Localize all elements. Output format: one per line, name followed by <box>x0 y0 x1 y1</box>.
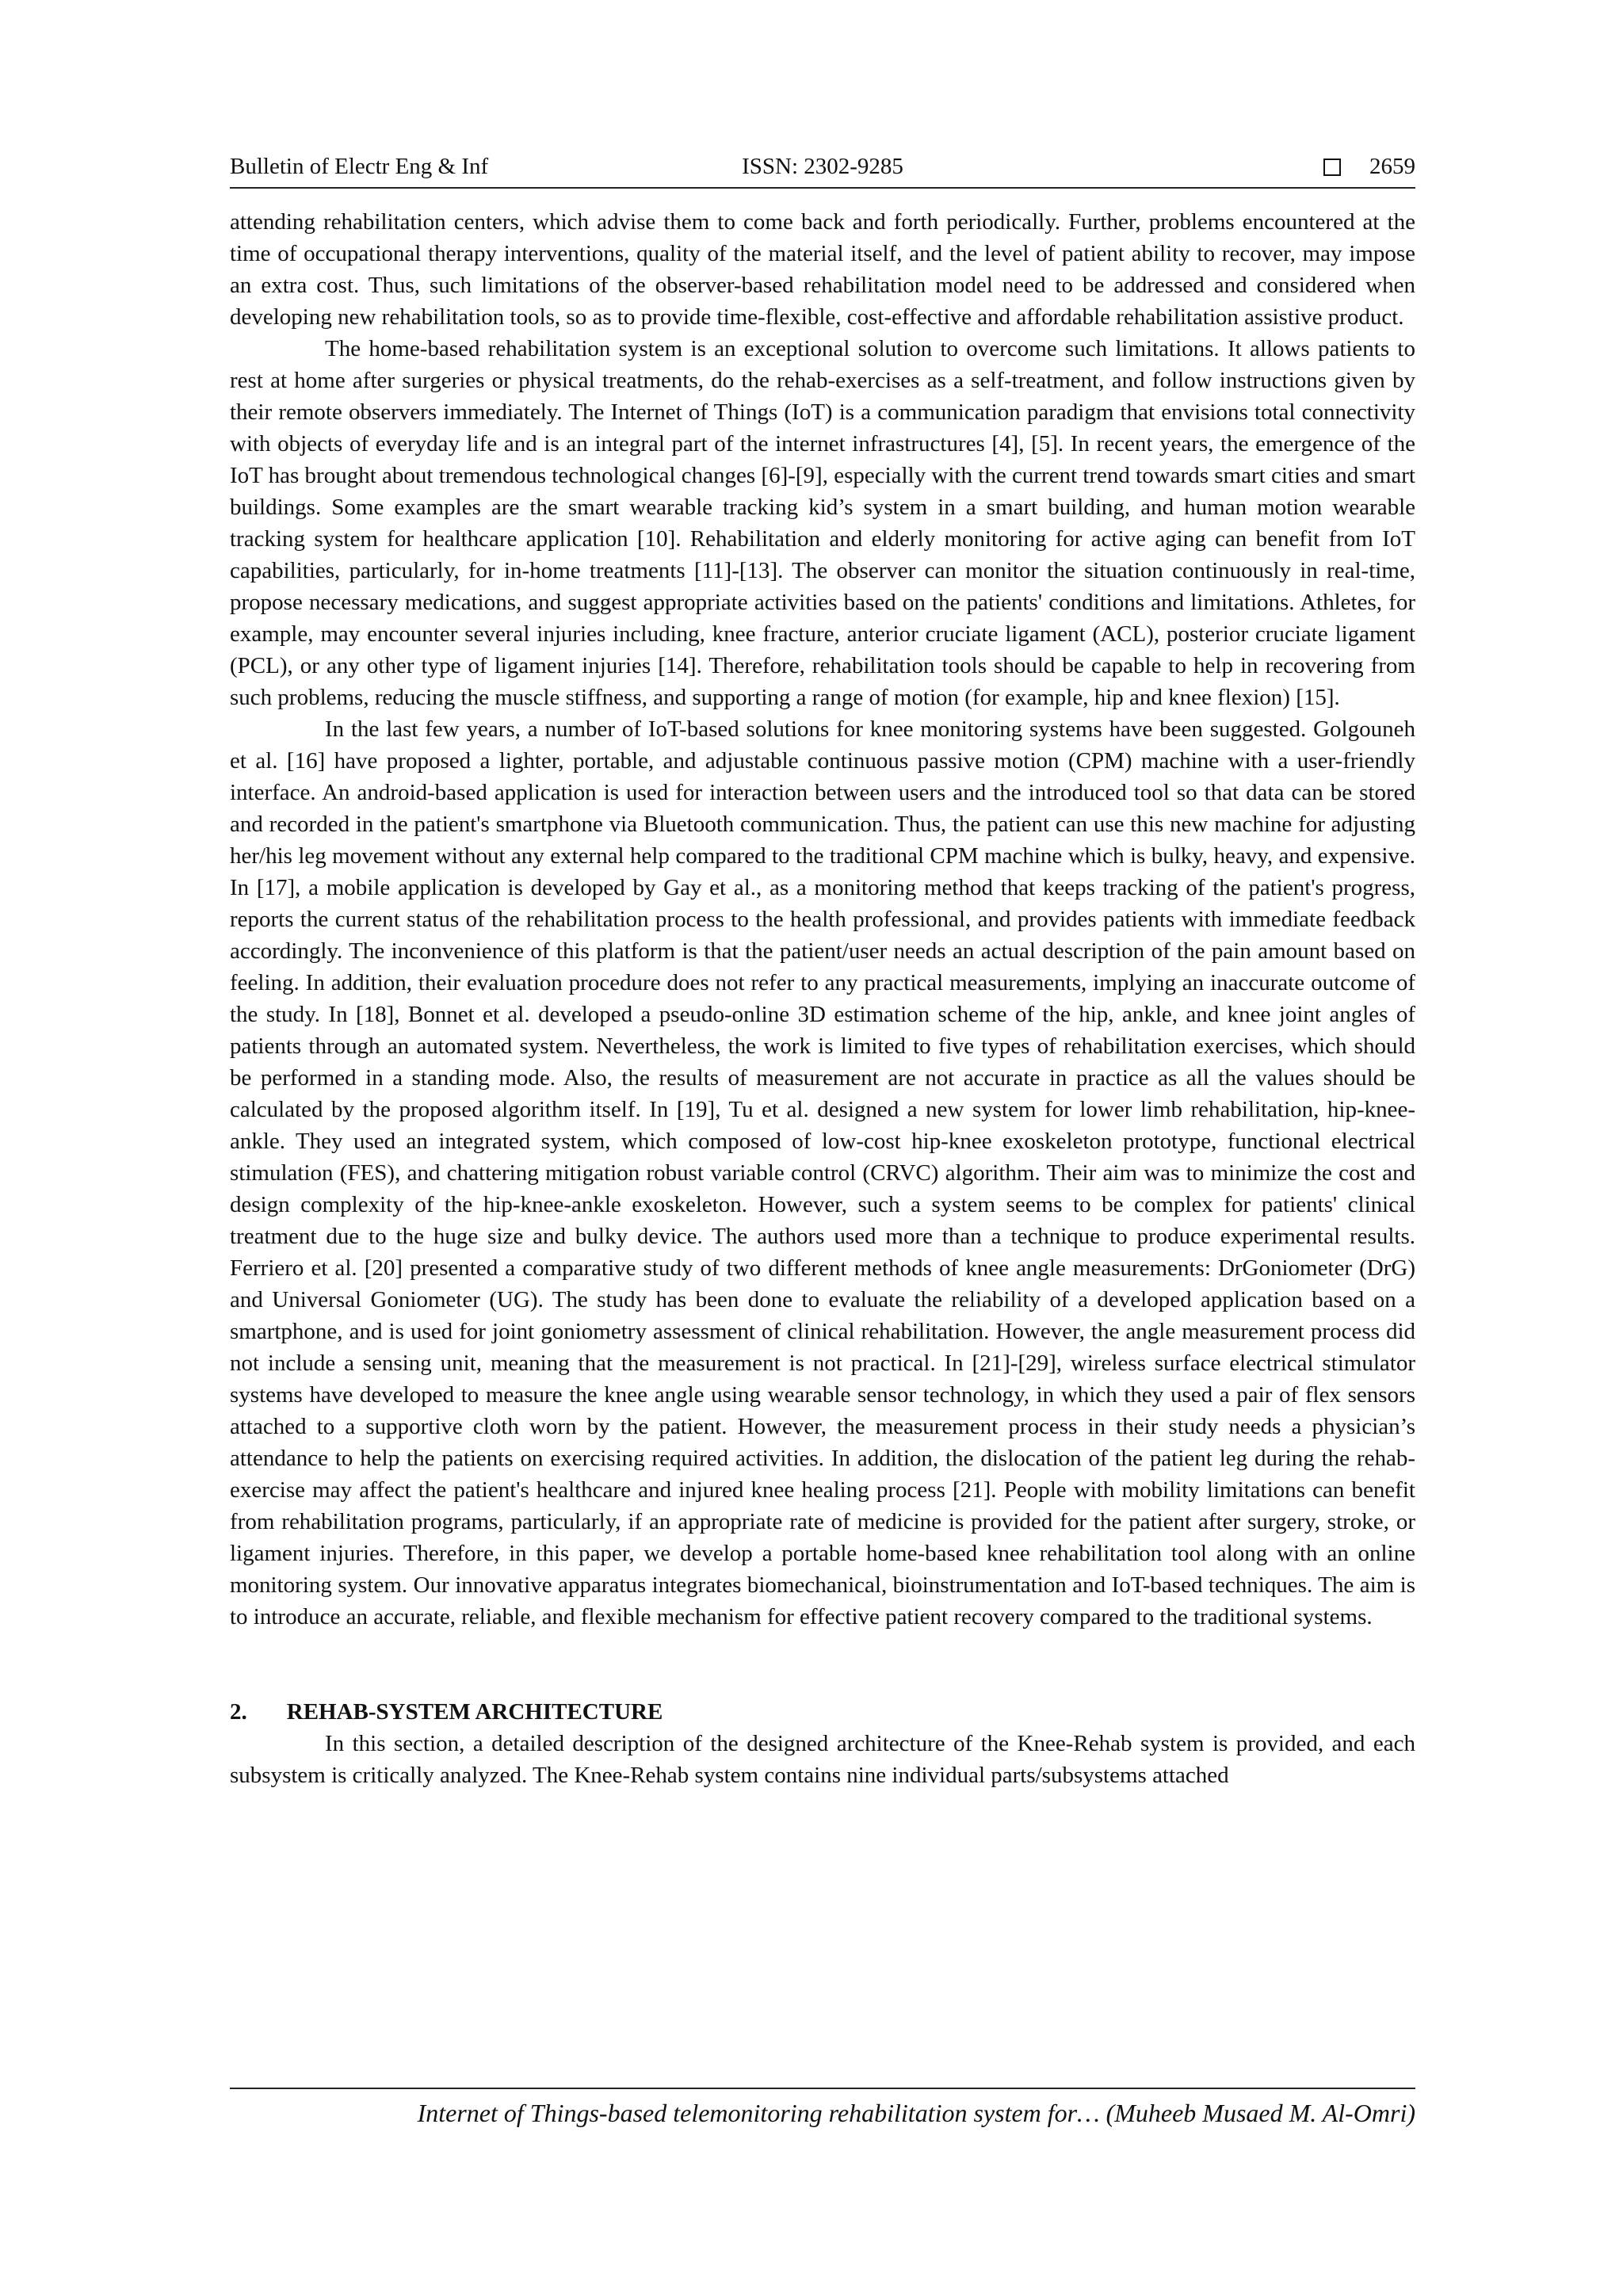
paragraph-2: The home-based rehabilitation system is an exceptional solution to overcome such limitations. It allows patients to rest at home after surgeries or physical treatments, do the rehab-exercises as a self-treatment, and follow instructions given by their remote observers immediately. The Internet of Things (IoT) is a communication paradigm that envisions total connectivity with objects of everyday life and is an integral part of the internet infrastructures [4], [5]. In recent years, the emergence of the IoT has brought about tremendous technological changes [6]-[9], especially with the current trend towards smart cities and smart buildings. Some examples are the smart wearable tracking kid’s system in a smart building, and human motion wearable tracking system for healthcare application [10]. Rehabilitation and elderly monitoring for active aging can benefit from IoT capabilities, particularly, for in-home treatments [11]-[13]. The observer can monitor the situation continuously in real-time, propose necessary medications, and suggest appropriate activities based on the patients' conditions and limitations. Athletes, for example, may encounter several injuries including, knee fracture, anterior cruciate ligament (ACL), posterior cruciate ligament (PCL), or any other type of ligament injuries [14]. Therefore, rehabilitation tools should be capable to help in recovering from such problems, reducing the muscle stiffness, and supporting a range of motion (for example, hip and knee flexion) [15]. <box>230 336 1415 710</box>
paragraph-1: attending rehabilitation centers, which advise them to come back and forth periodically. Further, problems encountered at the time of occupational therapy interventions, quality of the material itself, and the level of patient ability to recover, may impose an extra cost. Thus, such limitations of the observer-based rehabilitation model need to be addressed and considered when developing new rehabilitation tools, so as to provide time-flexible, cost-effective and affordable rehabilitation assistive product. <box>230 209 1415 330</box>
section-title: REHAB-SYSTEM ARCHITECTURE <box>286 1699 663 1725</box>
page <box>230 143 1415 1791</box>
journal-name: Bulletin of Electr Eng & Inf <box>230 154 489 179</box>
running-title: Internet of Things-based telemonitoring rehabilitation system for… (Muheeb Musaed M. Al-Omri) <box>417 2099 1415 2127</box>
page-header <box>230 143 1415 189</box>
page-footer <box>230 2088 1415 2128</box>
section-paragraph: In this section, a detailed description of the designed architecture of the Knee-Rehab system is provided, and each subsystem is critically analyzed. The Knee-Rehab system contains nine individual parts/subsystems attached <box>230 1731 1415 1788</box>
body-text <box>230 206 1415 1633</box>
section-2 <box>230 1696 1415 1791</box>
issn: ISSN: 2302-9285 <box>742 154 903 179</box>
section-number: 2. <box>230 1699 247 1725</box>
paragraph-3: In the last few years, a number of IoT-based solutions for knee monitoring systems have been suggested. Golgouneh et al. [16] have proposed a lighter, portable, and adjustable continuous passive motion (CPM) machine with a user-friendly interface. An android-based application is used for interaction between users and the introduced tool so that data can be stored and recorded in the patient's smartphone via Bluetooth communication. Thus, the patient can use this new machine for adjusting her/his leg movement without any external help compared to the traditional CPM machine which is bulky, heavy, and expensive. In [17], a mobile application is developed by Gay et al., as a monitoring method that keeps tracking of the patient's progress, reports the current status of the rehabilitation process to the health professional, and provides patients with immediate feedback accordingly. The inconvenience of this platform is that the patient/user needs an actual description of the pain amount based on feeling. In addition, their evaluation procedure does not refer to any practical measurements, implying an inaccurate outcome of the study. In [18], Bonnet et al. developed a pseudo-online 3D estimation scheme of the hip, ankle, and knee joint angles of patients through an automated system. Nevertheless, the work is limited to five types of rehabilitation exercises, which should be performed in a standing mode. Also, the results of measurement are not accurate in practice as all the values should be calculated by the proposed algorithm itself. In [19], Tu et al. designed a new system for lower limb rehabilitation, hip-knee-ankle. They used an integrated system, which composed of low-cost hip-knee exoskeleton prototype, functional electrical stimulation (FES), and chattering mitigation robust variable control (CRVC) algorithm. Their aim was to minimize the cost and design complexity of the hip-knee-ankle exoskeleton. However, such a system seems to be complex for patients' clinical treatment due to the huge size and bulky device. The authors used more than a technique to produce experimental results. Ferriero et al. [20] presented a comparative study of two different methods of knee angle measurements: DrGoniometer (DrG) and Universal Goniometer (UG). The study has been done to evaluate the reliability of a developed application based on a smartphone, and is used for joint goniometry assessment of clinical rehabilitation. However, the angle measurement process did not include a sensing unit, meaning that the measurement is not practical. In [21]-[29], wireless surface electrical stimulator systems have developed to measure the knee angle using wearable sensor technology, in which they used a pair of flex sensors attached to a supportive cloth worn by the patient. However, the measurement process in their study needs a physician’s attendance to help the patients on exercising required activities. In addition, the dislocation of the patient leg during the rehab-exercise may affect the patient's healthcare and injured knee healing process [21]. People with mobility limitations can benefit from rehabilitation programs, particularly, if an appropriate rate of medicine is provided for the patient after surgery, stroke, or ligament injuries. Therefore, in this paper, we develop a portable home-based knee rehabilitation tool along with an online monitoring system. Our innovative apparatus integrates biomechanical, bioinstrumentation and IoT-based techniques. The aim is to introduce an accurate, reliable, and flexible mechanism for effective patient recovery compared to the traditional systems. <box>230 716 1415 1629</box>
section-heading <box>230 1696 1415 1728</box>
page-number: 2659 <box>1369 154 1415 179</box>
page-number-group <box>1323 154 1415 180</box>
checkbox-icon <box>1323 159 1341 176</box>
